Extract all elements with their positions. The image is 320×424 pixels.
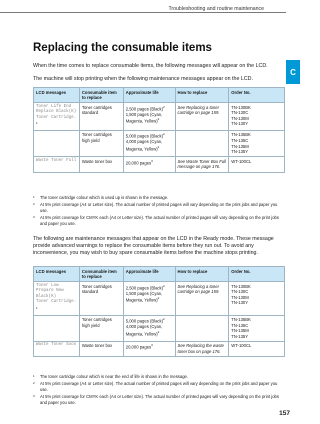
footnote-text: The toner cartridge colour which is near the end of life is shown in the message. — [40, 374, 189, 379]
column-header: Consumable item to replace — [79, 88, 123, 103]
lcd-message-cell — [34, 130, 80, 156]
intro-paragraph-3: The following are maintenance messages that appear on the LCD in the Ready mode. These message provide advanced warnings to replace the consumable items before they run out. To avoid any inconvenience, you may wish to buy spare consumable items before the machine stops printing. — [33, 236, 274, 257]
lcd-message-line: Toner Cartridge. — [36, 115, 77, 120]
footnote-text: At 5% print coverage (A4 or Letter size). The actual number of printed pages will vary depending on the print jobs and paper you use. — [40, 202, 278, 213]
table-row — [34, 103, 285, 131]
order-number: TN-130Y — [231, 300, 249, 306]
lcd-message-cell — [34, 341, 80, 356]
order-number: TN-135BK — [231, 317, 251, 323]
footnote — [33, 394, 283, 405]
order-number: WT-100CL — [231, 158, 252, 164]
life-text: 2,500 pages (Black) — [125, 285, 163, 291]
header-rule — [0, 12, 286, 13]
footnote-ref: 1 — [36, 306, 38, 311]
consumable-item-cell: Toner cartridges standard — [79, 282, 123, 315]
footnote-number: 2 — [33, 202, 35, 207]
life-line — [126, 284, 173, 291]
column-header: Approximate life — [123, 267, 175, 282]
life-text: 2,500 pages (Black) — [125, 106, 163, 112]
consumable-item-cell: Toner cartridges high yield — [79, 130, 123, 156]
footnote — [33, 215, 283, 226]
lcd-message-line: Toner Low — [36, 283, 59, 288]
life-line — [126, 132, 173, 139]
footnote-ref: 2 — [162, 317, 165, 322]
life-text: 20,000 pages — [125, 344, 152, 350]
intro-paragraph-2: The machine will stop printing when the following maintenance messages appear on the LCD. — [33, 76, 253, 82]
approx-life-cell — [123, 341, 175, 356]
page-header-title: Troubleshooting and routine maintenance — [168, 6, 264, 12]
order-number: TN-130M — [231, 115, 249, 121]
footnote — [33, 381, 283, 392]
how-to-replace-cell[interactable]: See Replacing a toner cartridge on page 159. — [175, 282, 229, 315]
how-to-replace-cell[interactable]: See Replacing the waste toner box on page 176. — [175, 341, 229, 356]
warning-messages-table — [33, 266, 285, 357]
chapter-tab — [286, 0, 300, 424]
column-header: Order No. — [229, 267, 285, 282]
consumable-item-cell: Waste toner box — [79, 157, 123, 172]
column-header: Order No. — [229, 88, 285, 103]
footnote-ref: 2 — [157, 145, 160, 150]
footnote-ref: 2 — [162, 104, 165, 109]
lcd-message-cell — [34, 282, 80, 315]
life-line — [126, 291, 173, 304]
lcd-message-line: Toner Life End — [36, 104, 72, 109]
order-number: TN-135Y — [231, 333, 249, 339]
footnote-number: 3 — [33, 215, 35, 220]
order-number: TN-130C — [231, 289, 249, 295]
column-header: How to replace — [175, 88, 229, 103]
table-header-row — [34, 88, 285, 103]
order-number: TN-135C — [231, 322, 249, 328]
order-number: TN-135M — [231, 328, 249, 334]
intro-paragraph-1: When the time comes to replace consumable items, the following messages will appear on the LCD. — [33, 63, 268, 69]
life-text: 4,000 pages (Cyan, Magenta, Yellow) — [125, 324, 163, 337]
how-to-replace-cell[interactable]: See Waste Toner Box Full message on page 176. — [175, 157, 229, 172]
footnote — [33, 202, 283, 213]
life-line — [126, 317, 173, 324]
footnote-number: 2 — [33, 381, 35, 386]
chapter-tab-upper — [286, 0, 300, 60]
footnote-text: At 5% print coverage for CMYK each (A4 or Letter size). The actual number of printed pages will vary depending on the print jobs and paper you use. — [40, 215, 279, 226]
order-number: TN-135BK — [231, 132, 251, 138]
lcd-message-line: Prepare New Black(K) — [36, 289, 64, 299]
footnote-number: 1 — [33, 374, 35, 378]
life-text: 1,500 pages (Cyan, Magenta, Yellow) — [125, 290, 163, 303]
order-number: TN-135C — [231, 138, 249, 144]
column-header: LCD messages — [34, 267, 80, 282]
footnote — [33, 195, 283, 200]
column-header: How to replace — [175, 267, 229, 282]
approx-life-cell — [123, 282, 175, 315]
table-row — [34, 282, 285, 315]
footnote-ref: 3 — [151, 343, 153, 348]
approx-life-cell — [123, 315, 175, 341]
footnote-ref: 2 — [157, 296, 160, 301]
table-row — [34, 157, 285, 172]
footnote-ref: 1 — [36, 121, 38, 126]
life-line — [126, 112, 173, 125]
order-number-cell — [229, 341, 285, 356]
order-number-cell — [229, 157, 285, 172]
order-number: TN-135Y — [231, 149, 249, 155]
lcd-message-line: Replace Black(K) — [36, 110, 77, 115]
table-row — [34, 130, 285, 156]
footnotes-2 — [33, 374, 283, 407]
table-header-row — [34, 267, 285, 282]
lcd-message-line: Waste Toner Soon — [36, 343, 77, 348]
life-line — [126, 324, 173, 337]
order-number-cell — [229, 103, 285, 131]
lcd-message-line: Waste Toner Full — [36, 158, 77, 163]
approx-life-cell — [123, 103, 175, 131]
lcd-message-cell — [34, 103, 80, 131]
order-number-cell — [229, 315, 285, 341]
life-text: 4,000 pages (Cyan, Magenta, Yellow) — [125, 139, 163, 152]
consumable-item-cell: Toner cartridges high yield — [79, 315, 123, 341]
life-line — [126, 159, 173, 166]
how-to-replace-cell[interactable] — [175, 315, 229, 341]
lcd-message-cell — [34, 157, 80, 172]
life-line — [126, 139, 173, 152]
footnote-ref: 2 — [162, 132, 165, 137]
chapter-tab-badge: C — [286, 60, 300, 84]
life-line — [126, 105, 173, 112]
order-number: TN-130BK — [231, 283, 251, 289]
footnote-ref: 2 — [157, 329, 160, 334]
approx-life-cell — [123, 130, 175, 156]
page-heading: Replacing the consumable items — [33, 42, 212, 54]
order-number-cell — [229, 130, 285, 156]
lcd-message-cell — [34, 315, 80, 341]
consumable-item-cell: Waste toner box — [79, 341, 123, 356]
footnote-text: The toner cartridge colour which is used up is shown in the message. — [40, 195, 169, 200]
order-number: TN-130M — [231, 294, 249, 300]
order-number: WT-100CL — [231, 343, 252, 349]
footnote-number: 3 — [33, 394, 35, 399]
footnote-ref: 2 — [157, 117, 160, 122]
footnote-number: 1 — [33, 195, 35, 199]
life-text: 1,500 pages (Cyan, Magenta, Yellow) — [125, 111, 163, 124]
column-header: Approximate life — [123, 88, 175, 103]
order-number-cell — [229, 282, 285, 315]
approx-life-cell — [123, 157, 175, 172]
footnote-text: At 5% print coverage for CMYK each (A4 or Letter size). The actual number of printed pages will vary depending on the print jobs and paper you use. — [40, 394, 279, 405]
page-number: 157 — [279, 410, 290, 417]
table-row — [34, 315, 285, 341]
footnote-ref: 2 — [162, 283, 165, 288]
consumable-item-cell: Toner cartridges standard — [79, 103, 123, 131]
life-text: 5,000 pages (Black) — [125, 318, 163, 324]
life-text: 5,000 pages (Black) — [125, 133, 163, 139]
footnote-ref: 3 — [151, 158, 153, 163]
column-header: LCD messages — [34, 88, 80, 103]
order-number: TN-130C — [231, 110, 249, 116]
stop-messages-table — [33, 87, 285, 173]
table-row — [34, 341, 285, 356]
column-header: Consumable item to replace — [79, 267, 123, 282]
footnote — [33, 374, 283, 379]
order-number: TN-135M — [231, 143, 249, 149]
life-text: 20,000 pages — [125, 160, 152, 166]
how-to-replace-cell[interactable] — [175, 130, 229, 156]
footnotes-1 — [33, 195, 283, 228]
how-to-replace-cell[interactable]: See Replacing a toner cartridge on page 159. — [175, 103, 229, 131]
order-number: TN-130BK — [231, 104, 251, 110]
footnote-text: At 5% print coverage (A4 or Letter size). The actual number of printed pages will vary depending on the print jobs and paper you use. — [40, 381, 278, 392]
order-number: TN-130Y — [231, 121, 249, 127]
lcd-message-line: Toner Cartridge. — [36, 300, 77, 305]
life-line — [126, 343, 173, 350]
